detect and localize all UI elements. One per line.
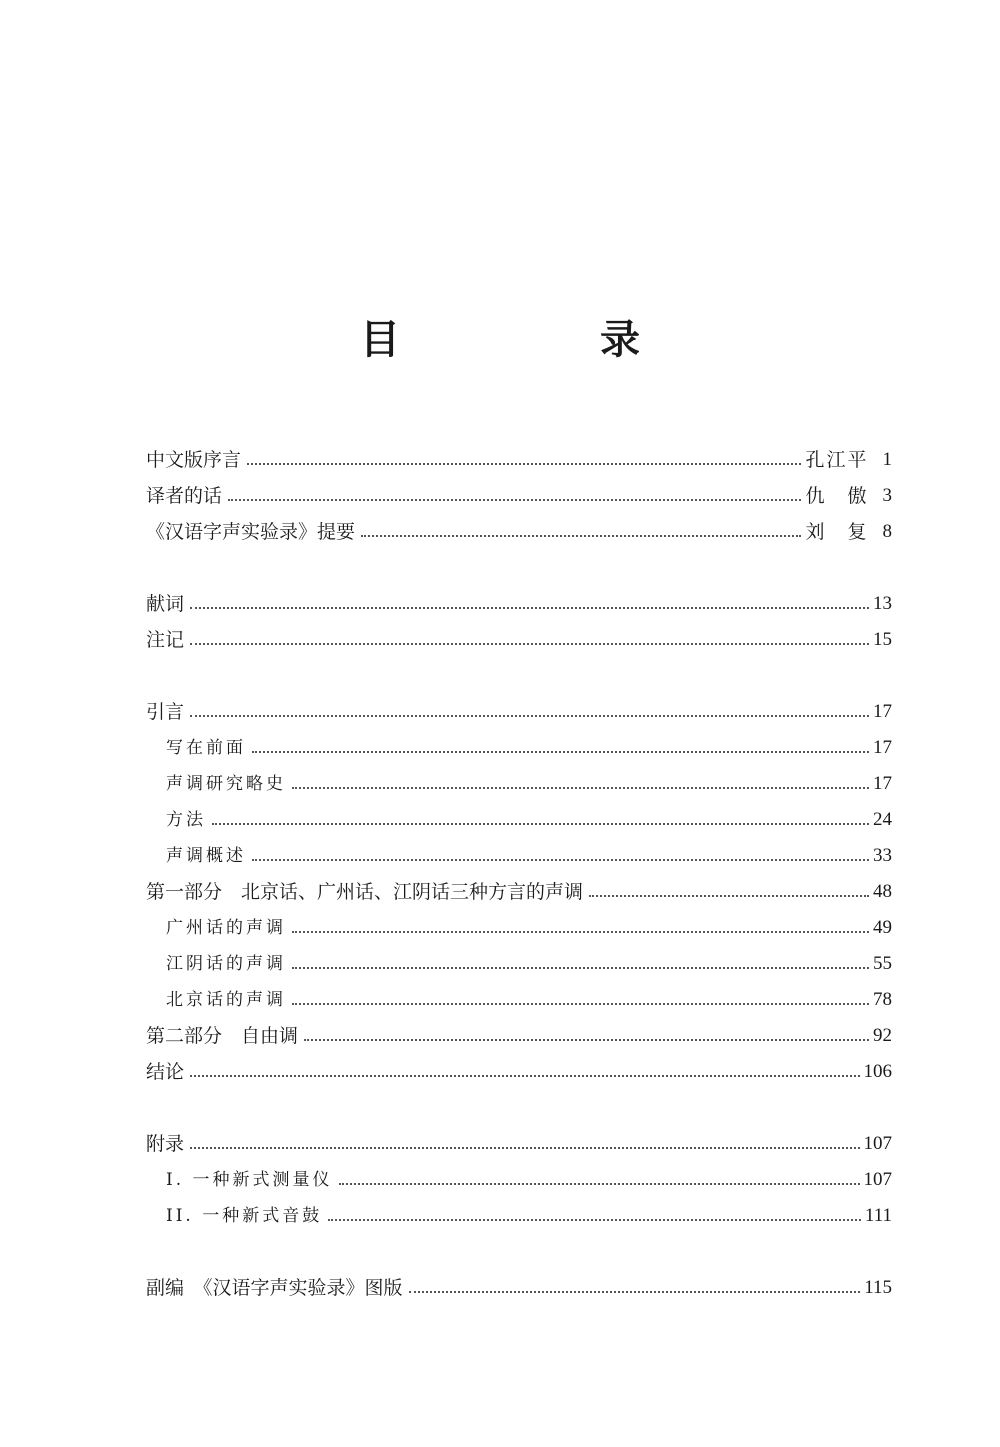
toc-entry-label: 引言 (146, 701, 185, 723)
dot-leader (292, 786, 869, 789)
toc-entry[interactable] (146, 445, 892, 473)
dot-leader (212, 822, 869, 825)
dot-leader (252, 858, 869, 861)
toc-entry[interactable] (146, 517, 892, 545)
toc-entry-label: 注记 (146, 629, 185, 651)
dot-leader (228, 498, 801, 501)
toc-entry-label: I. 一种新式测量仪 (166, 1170, 333, 1190)
dot-leader (292, 930, 869, 933)
toc-entry-label: 声调研究略史 (166, 774, 286, 794)
toc-entry-label: 广州话的声调 (166, 918, 286, 938)
toc-entry-label: 《汉语字声实验录》提要 (146, 521, 356, 543)
toc-entry-page: 49 (873, 917, 892, 938)
toc-subentry[interactable] (166, 733, 892, 761)
toc-entry-label: 结论 (146, 1061, 185, 1083)
toc-entry-page: 17 (873, 773, 892, 794)
toc-entry-page: 111 (864, 1205, 892, 1226)
toc-entry-page: 55 (873, 953, 892, 974)
toc-entry-page: 107 (863, 1169, 892, 1190)
toc-entry-label: 附录 (146, 1133, 185, 1155)
toc-entry-page: 17 (873, 701, 892, 722)
toc-entry[interactable] (146, 1057, 892, 1085)
page-title: 目 录 (360, 317, 720, 363)
toc-subentry[interactable] (166, 985, 892, 1013)
toc-entry[interactable] (146, 1273, 892, 1301)
dot-leader (190, 1146, 859, 1149)
toc-entry-label: 第二部分 自由调 (146, 1025, 299, 1047)
toc-entry-label: 声调概述 (166, 846, 246, 866)
dot-leader (247, 462, 801, 465)
toc-subentry[interactable] (166, 913, 892, 941)
dot-leader (190, 606, 869, 609)
toc-entry-page: 13 (873, 593, 892, 614)
dot-leader (190, 1074, 859, 1077)
toc-entry-label: II. 一种新式音鼓 (166, 1206, 323, 1226)
toc-entry-page: 92 (873, 1025, 892, 1046)
toc-entry[interactable] (146, 481, 892, 509)
toc-entry-label: 献词 (146, 593, 185, 615)
toc-entry[interactable] (146, 1021, 892, 1049)
toc-entry-label: 译者的话 (146, 485, 223, 507)
toc-entry[interactable] (146, 1129, 892, 1157)
toc-subentry[interactable] (166, 949, 892, 977)
dot-leader (328, 1218, 861, 1221)
toc-entry-author: 仇 傲 (805, 485, 869, 507)
toc-entry-label: 第一部分 北京话、广州话、江阴话三种方言的声调 (146, 881, 584, 903)
toc-entry-label: 副编 《汉语字声实验录》图版 (146, 1277, 403, 1299)
toc-subentry[interactable] (166, 1165, 892, 1193)
dot-leader (339, 1182, 860, 1185)
toc-entry-label: 北京话的声调 (166, 990, 286, 1010)
toc-entry-author: 刘 复 (805, 521, 869, 543)
dot-leader (589, 894, 869, 897)
toc-entry-label: 江阴话的声调 (166, 954, 286, 974)
toc-subentry[interactable] (166, 805, 892, 833)
toc-entry-page: 78 (873, 989, 892, 1010)
toc-subentry[interactable] (166, 1201, 892, 1229)
toc-entry[interactable] (146, 697, 892, 725)
toc-subentry[interactable] (166, 841, 892, 869)
toc-entry-page: 115 (864, 1277, 892, 1298)
toc-entry-page: 24 (873, 809, 892, 830)
toc-entry-page: 17 (873, 737, 892, 758)
toc-entry[interactable] (146, 589, 892, 617)
toc-entry-page: 107 (863, 1133, 892, 1154)
toc-entry-label: 方法 (166, 810, 206, 830)
dot-leader (292, 1002, 869, 1005)
toc-entry-page: 15 (873, 629, 892, 650)
dot-leader (361, 534, 801, 537)
toc-entry-page: 33 (873, 845, 892, 866)
dot-leader (190, 714, 869, 717)
dot-leader (190, 642, 869, 645)
toc-entry[interactable] (146, 877, 892, 905)
toc-entry-label: 中文版序言 (146, 449, 242, 471)
toc-entry[interactable] (146, 625, 892, 653)
toc-entry-page: 106 (863, 1061, 892, 1082)
dot-leader (304, 1038, 869, 1041)
dot-leader (292, 966, 869, 969)
toc-entry-author: 孔江平 (805, 449, 869, 471)
dot-leader (252, 750, 869, 753)
toc-entry-page: 8 (882, 521, 892, 542)
toc-entry-page: 48 (873, 881, 892, 902)
dot-leader (409, 1290, 861, 1293)
toc-entry-page: 1 (882, 449, 892, 470)
toc-subentry[interactable] (166, 769, 892, 797)
toc-entry-page: 3 (882, 485, 892, 506)
toc-entry-label: 写在前面 (166, 738, 246, 758)
